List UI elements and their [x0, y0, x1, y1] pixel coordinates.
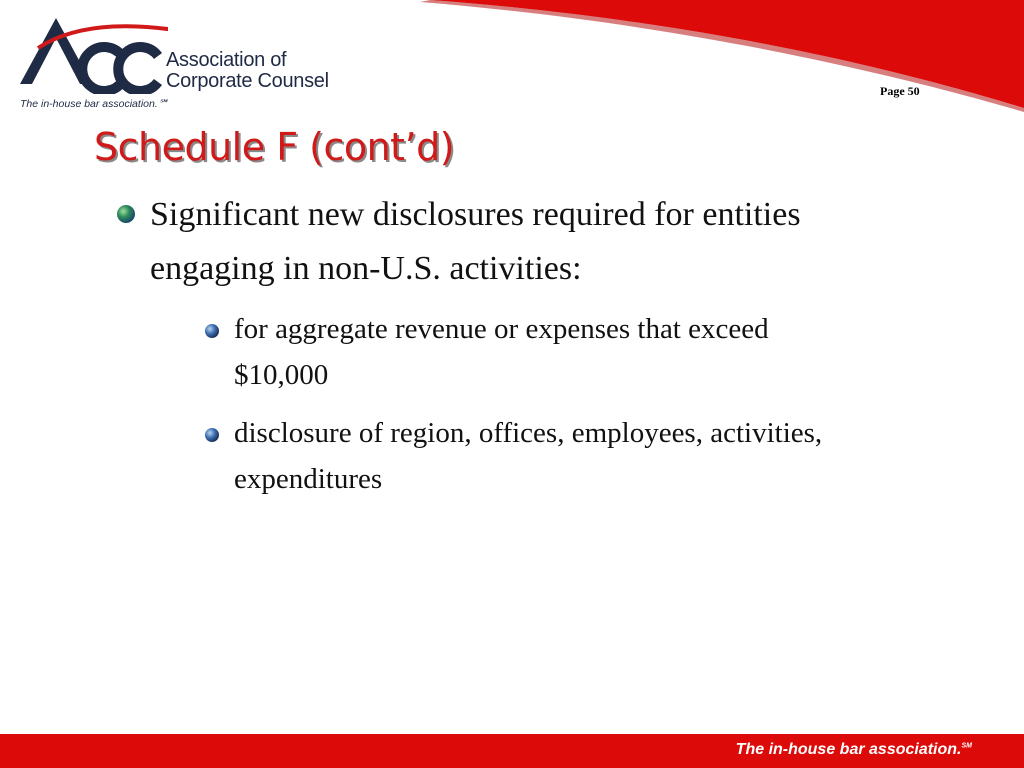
- bullet-text: Significant new disclosures required for entities engaging in non-U.S. activities:: [150, 196, 801, 287]
- acc-logo: [18, 14, 348, 114]
- footer-tagline-text: The in-house bar association.: [735, 741, 962, 758]
- service-mark: SM: [961, 742, 972, 750]
- logo-name-line2: Corporate Counsel: [166, 70, 329, 92]
- slide-title: Schedule F (cont’d): [94, 125, 455, 169]
- page-number: Page 50: [880, 84, 920, 98]
- sub-bullet-text: for aggregate revenue or expenses that exceed $10,000: [234, 313, 769, 391]
- footer-tagline: [736, 741, 972, 759]
- bullet-list: [112, 188, 832, 514]
- sub-bullet-item: [198, 410, 832, 502]
- logo-name-line1: Association of: [166, 49, 287, 71]
- sub-bullet-text: disclosure of region, offices, employees, activities, expenditures: [234, 417, 823, 495]
- bullet-item: [112, 188, 832, 502]
- sphere-bullet-icon: [204, 427, 220, 443]
- logo-organization-name: [166, 50, 329, 92]
- sphere-bullet-icon: [204, 323, 220, 339]
- sub-bullet-item: [198, 306, 832, 398]
- globe-bullet-icon: [116, 204, 136, 224]
- acc-logo-mark: [18, 14, 168, 94]
- sub-bullet-list: [198, 306, 832, 502]
- logo-tagline: The in-house bar association.℠: [20, 98, 169, 110]
